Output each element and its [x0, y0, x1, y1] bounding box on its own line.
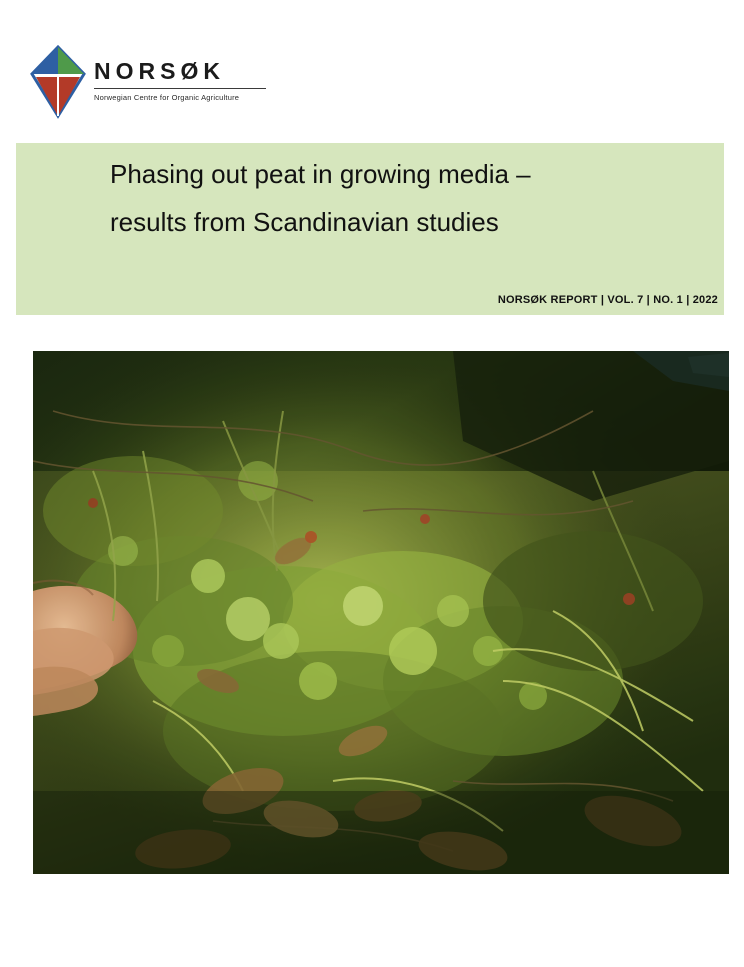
page-title-line-1: Phasing out peat in growing media – [110, 159, 531, 189]
title-band [16, 143, 724, 315]
norsok-diamond-logo-icon [28, 44, 88, 120]
logo-divider [94, 88, 266, 89]
moss-and-forest-floor-photo [33, 351, 729, 874]
page-title-line-2: results from Scandinavian studies [110, 207, 499, 237]
logo-tagline: Norwegian Centre for Organic Agriculture [94, 93, 240, 102]
organization-logo [28, 44, 288, 124]
logo-text-block [94, 60, 284, 102]
logo-wordmark: NORSØK [94, 58, 225, 84]
report-meta: NORSØK REPORT | VOL. 7 | NO. 1 | 2022 [497, 294, 718, 306]
